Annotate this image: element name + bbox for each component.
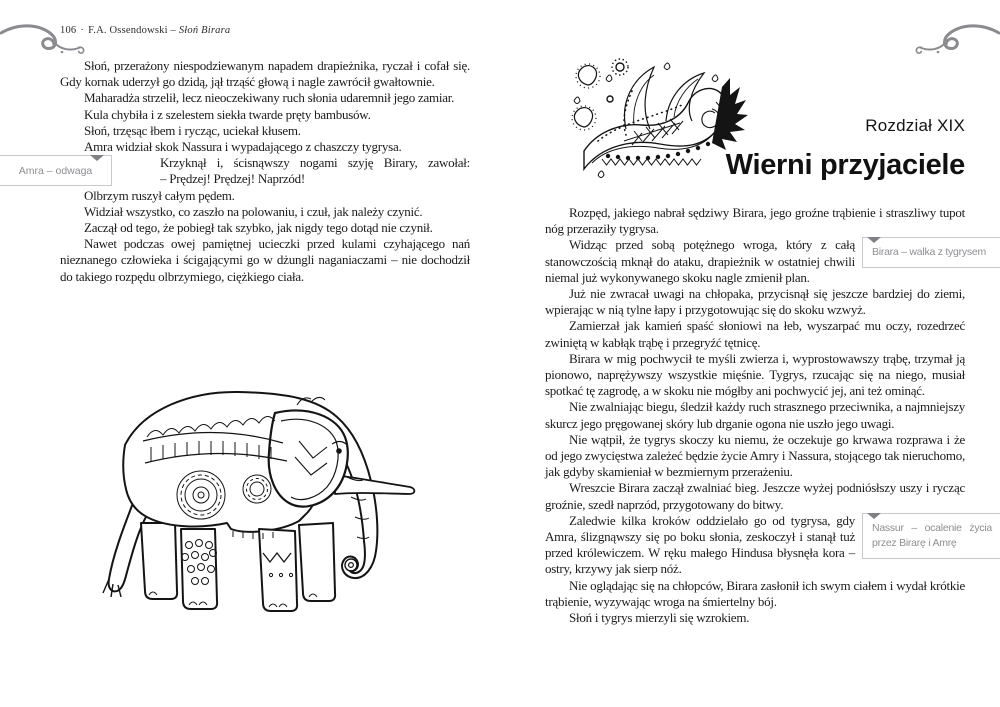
note-marker-triangle-icon [867, 513, 881, 519]
note-marker-triangle-icon [90, 155, 104, 161]
paisley-ornament [562, 57, 752, 197]
header-author: F.A. Ossendowski – [88, 25, 176, 36]
paragraph-group [545, 237, 965, 512]
chapter-label: Rozdział XIX [865, 116, 965, 135]
paragraph-group [545, 205, 965, 237]
paragraph: Widząc przed sobą potężnego wroga, który z całą stanowczością mknął do ataku, drapieżnik w ostatniej chwili niemal już wykonywanego skoku nagle zmienił plan. [545, 237, 855, 285]
paragraph: Nie zwalniając biegu, śledził każdy ruch strasznego przeciwnika, a najmniejszy skurcz jego pręgowanej skóry lub drganie ogona nie uszło jego uwagi. [545, 399, 965, 431]
paragraph: Krzyknął i, ścisnąwszy nogami szyję Birary, zawołał: [160, 155, 470, 171]
running-header [60, 25, 230, 36]
paragraph: Już nie zwracał uwagi na chłopaka, przycisnął się jeszcze bardziej do ziemi, wpierając w nią tylne łapy i przygotowując się do skoku wzwyż. [545, 286, 965, 318]
paragraph: Maharadża strzelił, lecz nieoczekiwany ruch słonia udaremnił jego zamiar. [84, 90, 455, 106]
margin-note-label: Nassur – ocalenie życia przez Birarę i Amrę [872, 521, 992, 549]
paragraph: Birara w mig pochwycił te myśli zwierza i, wyprostowawszy trąbę, trzymał ją pionowo, naprężywszy wszystkie mięśnie. Tygrys, rzucając się na niego, musiał spotkać tę zagrodę, a w skoku nie mógłby ani pochwycić jej, ani też ominąć. [545, 350, 965, 399]
paragraph: Słoń, przerażony niespodziewanym napadem drapieżnika, ryczał i cofał się. Gdy kornak uderzył go dzidą, jął trząść głową i nagle zawrócił gwałtownie. [60, 58, 470, 90]
paragraph: Wreszcie Birara zaczął zwalniać bieg. Jeszcze wyżej podniósłszy uszy i rycząc groźnie, szedł naprzód, przygotowany do bitwy. [545, 480, 965, 512]
paragraph: Kula chybiła i z szelestem siekła twarde pręty bambusów. [84, 106, 371, 122]
paragraph-group [60, 188, 470, 285]
page-number: 106 [60, 25, 77, 36]
margin-note-amra [18, 155, 160, 185]
header-separator: · [80, 25, 85, 36]
page-title: Wierni przyjaciele [725, 149, 965, 181]
paragraph: Olbrzym ruszył całym pędem. [84, 187, 235, 203]
paragraph-group [60, 58, 470, 155]
paragraph: Zamierzał jak kamień spaść słoniowi na łeb, wyszarpać mu oczy, rozedrzeć zwiniętą w kabłąk trąbę i przegryźć tętnicę. [545, 318, 965, 350]
corner-flourish-icon [912, 20, 1000, 56]
elephant-illustration [85, 385, 441, 615]
paragraph: Słoń i tygrys mierzyli się wzrokiem. [569, 610, 750, 626]
paragraph: Nie wątpił, że tygrys skoczy ku niemu, że oczekuje go krwawa rozprawa i że od jego zwycięstwa zależeć będzie życie Amry i Nassura, stojącego tak nieruchomo, jak gdyby skamieniał w bezmiernym przerażeniu. [545, 431, 965, 480]
paragraph: Amra widział skok Nassura i wypadającego z chaszczy tygrysa. [84, 139, 402, 155]
margin-note-label: Birara – walka z tygrysem [872, 246, 986, 259]
paragraph: – Prędzej! Prędzej! Naprzód! [160, 171, 305, 187]
paragraph: Nie oglądając się na chłopców, Birara zasłonił ich swym ciałem i wydał krótkie trąbienie, wyzywając wroga na śmiertelny bój. [545, 577, 965, 609]
margin-note-birara [855, 237, 986, 267]
paragraph: Zaledwie kilka kroków oddzielało go od tygrysa, gdy Amra, ślizgnąwszy się po boku słonia, zeskoczył i stanął tuż przed królewiczem. W ręku małego Hindusa błysnęła kora – ostry, krzywy jak sierp nóż. [545, 512, 855, 577]
right-text-column [545, 205, 992, 626]
header-book-title: Słoń Birara [178, 25, 231, 36]
paragraph: Słoń, trzęsąc łbem i rycząc, uciekał kłusem. [84, 122, 301, 138]
paragraph: Zaczął od tego, że pobiegł tak szybko, jak nigdy tego dotąd nie czynił. [84, 220, 433, 236]
paragraph: Widział wszystko, co zaszło na polowaniu, i czuł, jak należy czynić. [84, 203, 423, 219]
note-marker-triangle-icon [867, 237, 881, 243]
margin-note-label: Amra – odwaga [18, 164, 93, 177]
margin-note-nassur [855, 513, 992, 559]
left-text-column [18, 58, 470, 285]
paragraph: Nawet podczas owej pamiętnej ucieczki przed kulami czyhającego nań nieznanego człowieka i ścigającymi go w dżungli naganiaczami – nie dochodził do takiego rozpędu olbrzymiego, ciężkiego ciała. [60, 236, 470, 284]
paragraph: Rozpęd, jakiego nabrał sędziwy Birara, jego groźne trąbienie i straszliwy tupot nóg przeraziły tygrysa. [545, 205, 965, 237]
